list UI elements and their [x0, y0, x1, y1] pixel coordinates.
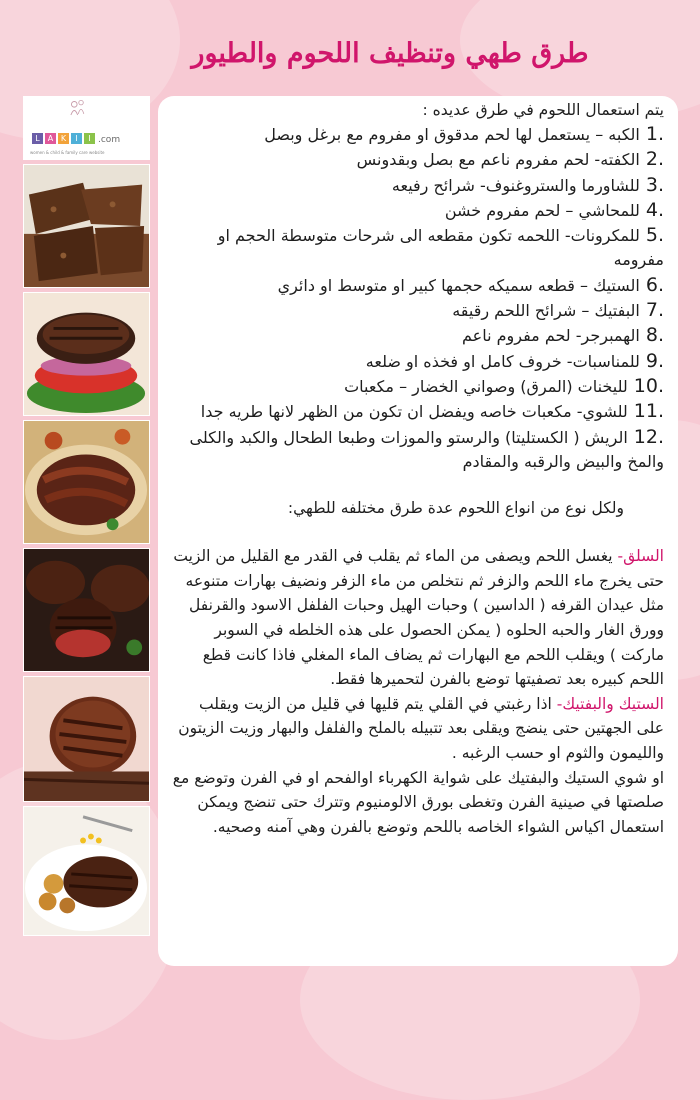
item-number: .3 [645, 173, 664, 196]
item-text: للشاورما والستروغنوف- شرائح رفيعه [391, 175, 640, 195]
photo-column [23, 96, 150, 940]
item-number: .9 [645, 349, 664, 372]
list-item [170, 323, 664, 348]
item-text: الريش ( الكستليتا) والرستو والموزات وطبعا الطحال والكبد والكلى والمخ والبيض والرقبه والمقادم [189, 427, 664, 471]
logo-letter: I [84, 133, 95, 144]
intro-text: يتم استعمال اللحوم في طرق عديده : [422, 101, 664, 119]
list-item [170, 298, 664, 323]
boiling-text: يغسل اللحم ويصفى من الماء ثم يقلب في القدر مع القليل من الزيت حتى يخرج ماء اللحم والزفر ثم نتخلص من ماء الزفر ونضيف بهارات متنوعه مثل عيدان القرفه ( الداسين ) وحبات الهيل وحبات الفلفل الاسود والقرنفل وورق الغار والحبه الحلوه ( يمكن الحصول على هذه الخلطه في السوبر ماركت ) ويقلب اللحم مع البهارات ثم يضاف الماء المغلي فاذا كانت قطع اللحم كبيره بعد تصفيتها توضع بالفرن لتحميرها فقط. [173, 547, 664, 689]
list-item [170, 349, 664, 374]
item-number: .11 [633, 400, 664, 423]
item-text: للشوي- مكعبات خاصه ويفضل ان تكون من الظهر لانها طريه جدا [200, 402, 628, 422]
list-item [170, 173, 664, 198]
item-text: الستيك – قطعه سميكه حجمها كبير او متوسط او دائري [277, 275, 640, 295]
logo-letters [32, 133, 95, 144]
item-number: .7 [645, 299, 664, 322]
item-number: .1 [645, 123, 664, 145]
item-number: .6 [645, 273, 664, 296]
item-number: .8 [645, 324, 664, 347]
list-item [170, 399, 664, 424]
steak-plate-photo [23, 806, 150, 936]
list-item [170, 273, 664, 298]
item-number: .4 [645, 198, 664, 221]
item-text: للمحاشي – لحم مفروم خشن [444, 200, 640, 220]
recipe-panel [158, 96, 678, 966]
item-number: .12 [633, 425, 664, 448]
meat-uses-list [170, 122, 664, 474]
logo-letter: L [32, 133, 43, 144]
logo-letter: A [45, 133, 56, 144]
logo-tagline: women & child & family care website [30, 150, 105, 155]
grilling-text: او شوي الستيك والبفتيك على شواية الكهرباء اوالفحم او في الفرن وتوضع مع صلصتها في صينية الفرن وتغطى بورق الالومنيوم وتترك حتى تنضج ويمكن استعمال اكياس الشواء الخاصه باللحم وتوضع بالفرن وهي آمنه وصحيه. [172, 768, 664, 836]
steak-text: اذا رغبتي في القلي يتم قليها في قليل من الزيت ويقلب على الجهتين حتى ينضج ويقلى بعد تتبيله بالملح والفلفل والبهار وزيت الزيتون والليمون والثوم او حسب الرغبه . [178, 694, 664, 762]
list-item [170, 223, 664, 273]
list-item [170, 374, 664, 399]
sliced-meat-photo [23, 420, 150, 544]
grilled-steak-photo [23, 676, 150, 802]
list-item [170, 198, 664, 223]
item-text: الهمبرجر- لحم مفروم ناعم [462, 326, 640, 346]
kofta-tray-photo [23, 164, 150, 288]
item-text: للمكرونات- اللحمه تكون مقطعه الى شرحات متوسطة الحجم او مفرومه [217, 226, 664, 270]
item-text: الكبه – يستعمل لها لحم مدقوق او مفروم مع برغل وبصل [264, 125, 640, 144]
steaks-photo [23, 548, 150, 672]
lakii-logo [23, 96, 150, 160]
cooking-methods-heading: ولكل نوع من انواع اللحوم عدة طرق مختلفه للطهي: [287, 499, 624, 518]
item-text: البفتيك – شرائح اللحم رقيقه [452, 301, 640, 321]
item-text: للمناسبات- خروف كامل او فخذه او ضلعه [365, 351, 640, 371]
boiling-label: السلق- [617, 547, 664, 566]
list-item [170, 425, 664, 475]
steak-section [170, 692, 664, 766]
list-item [170, 122, 664, 147]
page-title: طرق طهي وتنظيف اللحوم والطيور [191, 38, 589, 69]
logo-letter: I [71, 133, 82, 144]
item-text: الكفته- لحم مفروم ناعم مع بصل وبقدونس [356, 150, 640, 170]
logo-domain: .com [98, 135, 121, 145]
item-number: .10 [633, 374, 664, 397]
steak-label: الستيك والبفتيك- [556, 694, 664, 713]
burger-patty-photo [23, 292, 150, 416]
list-item [170, 147, 664, 172]
item-number: .5 [645, 224, 664, 247]
boiling-section [170, 544, 664, 692]
item-text: لليخنات (المرق) وصواني الخضار – مكعبات [344, 376, 628, 396]
family-logo-icon [24, 97, 150, 133]
logo-letter: K [58, 133, 69, 144]
item-number: .2 [645, 148, 664, 171]
